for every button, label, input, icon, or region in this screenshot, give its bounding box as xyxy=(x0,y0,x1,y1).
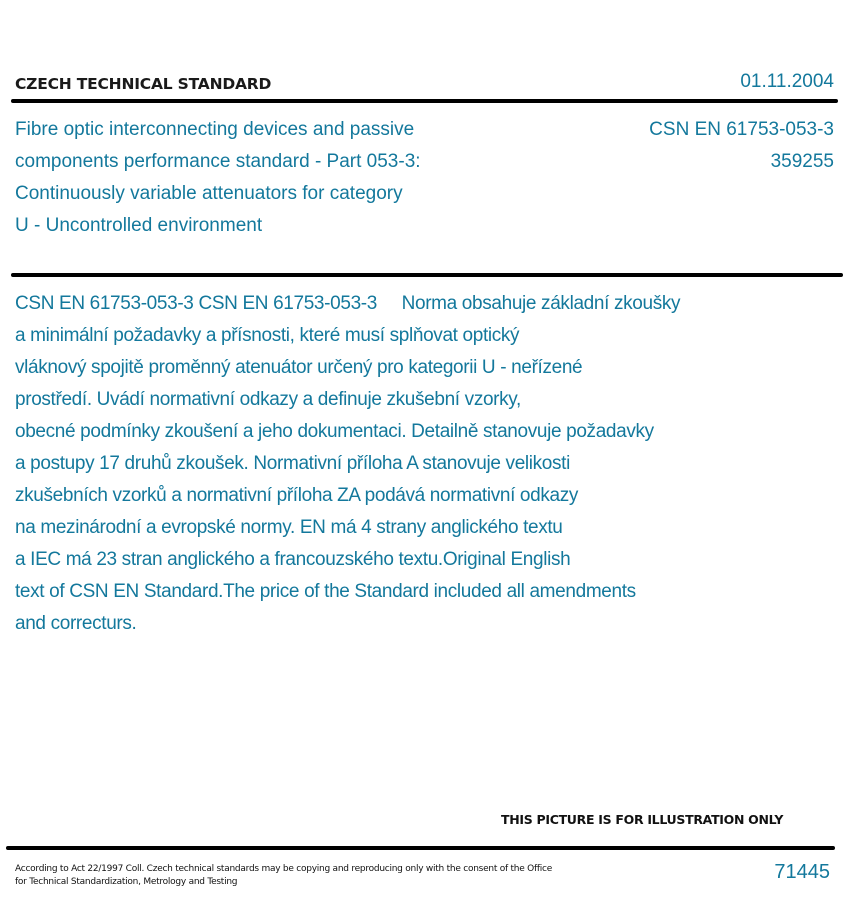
legal-line: for Technical Standardization, Metrology and Testing xyxy=(15,877,238,887)
title-line: Continuously variable attenuators for category xyxy=(15,183,403,204)
header-divider xyxy=(11,99,838,103)
illustration-note: THIS PICTURE IS FOR ILLUSTRATION ONLY xyxy=(501,812,784,827)
description-line: a postupy 17 druhů zkoušek. Normativní příloha A stanovuje velikosti xyxy=(15,453,570,474)
legal-line: According to Act 22/1997 Coll. Czech technical standards may be copying and reproducing only with the consent of the Office xyxy=(15,864,553,874)
document-type-label: CZECH TECHNICAL STANDARD xyxy=(15,75,272,93)
footer-divider xyxy=(6,846,835,850)
description-line: na mezinárodní a evropské normy. EN má 4 strany anglického textu xyxy=(15,517,563,538)
description-line: a IEC má 23 stran anglického a francouzského textu.Original English xyxy=(15,549,571,570)
standard-description xyxy=(15,288,845,640)
legal-notice xyxy=(15,863,552,889)
title-line: Fibre optic interconnecting devices and passive xyxy=(15,119,415,140)
class-number: 359255 xyxy=(770,151,834,172)
description-line: and correcturs. xyxy=(15,613,137,634)
description-line: zkušebních vzorků a normativní příloha ZA podává normativní odkazy xyxy=(15,485,579,506)
standard-code: CSN EN 61753-053-3 xyxy=(649,119,834,140)
document-number: 71445 xyxy=(774,861,830,883)
description-line: a minimální požadavky a přísnosti, které musí splňovat optický xyxy=(15,325,520,346)
description-line: CSN EN 61753-053-3 CSN EN 61753-053-3 Norma obsahuje základní zkoušky xyxy=(15,293,681,314)
standard-codes xyxy=(649,114,834,178)
standard-title xyxy=(15,114,535,242)
description-line: text of CSN EN Standard.The price of the Standard included all amendments xyxy=(15,581,636,602)
description-line: obecné podmínky zkoušení a jeho dokumentaci. Detailně stanovuje požadavky xyxy=(15,421,654,442)
title-divider xyxy=(11,273,843,277)
description-line: prostředí. Uvádí normativní odkazy a definuje zkušební vzorky, xyxy=(15,389,521,410)
title-line: U - Uncontrolled environment xyxy=(15,215,263,236)
description-line: vláknový spojitě proměnný atenuátor určený pro kategorii U - neřízené xyxy=(15,357,583,378)
title-line: components performance standard - Part 053-3: xyxy=(15,151,421,172)
publication-date: 01.11.2004 xyxy=(740,71,834,92)
